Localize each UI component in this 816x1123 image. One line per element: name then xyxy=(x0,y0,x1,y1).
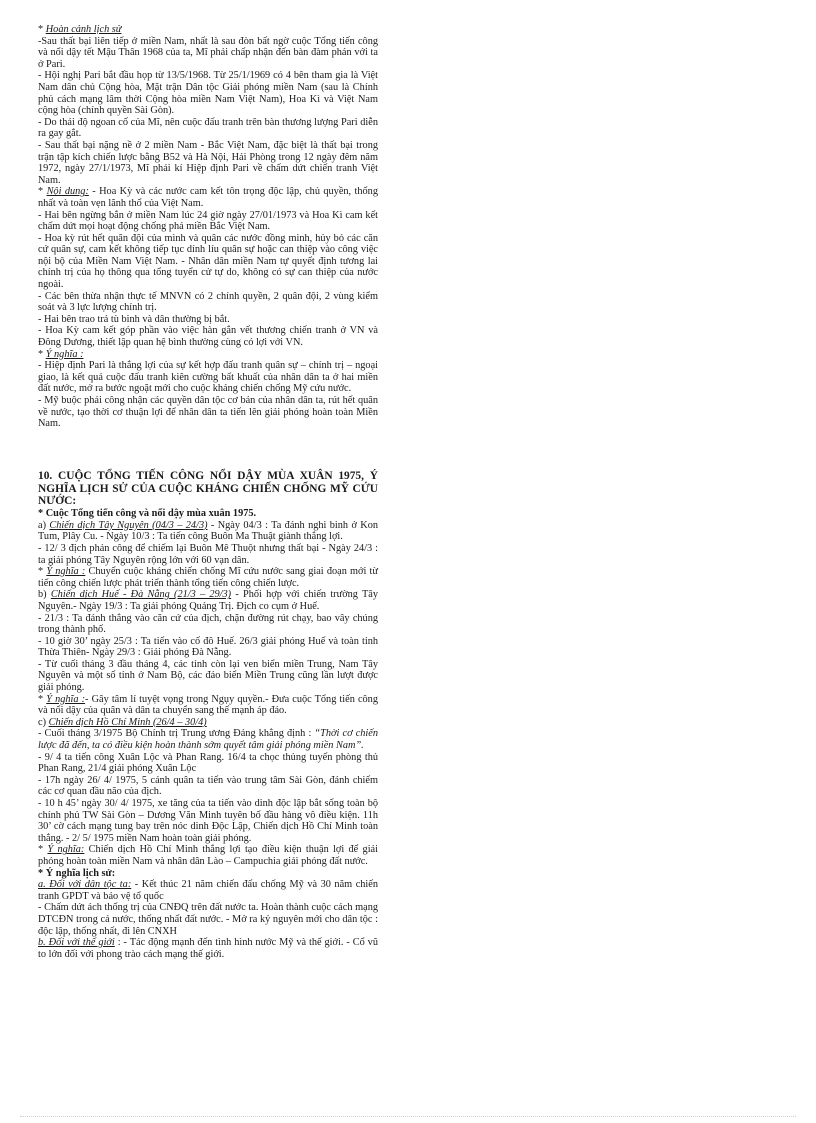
paragraph: - 21/3 : Ta đánh thẳng vào căn cứ của địch, chặn đường rút chạy, bao vây chúng trong thành phố. xyxy=(38,612,378,636)
meaning-the-gioi: b. Đối với thế giới : - Tác động mạnh đến tình hình nước Mỹ và thế giới. - Cổ vũ to lớn đối với phong trào cách mạng thế giới. xyxy=(38,937,378,960)
paragraph: - 12/ 3 địch phản công để chiếm lại Buôn Mê Thuột nhưng thất bại - Ngày 24/3 : ta giải phóng Tây Nguyên rộng lớn với 60 vạn dân. xyxy=(38,542,378,566)
paragraph: - Cuối tháng 3/1975 Bộ Chính trị Trung ương Đảng khẳng định : “Thời cơ chiến lược đã đến, ta có điều kiện hoàn thành sớm quyết tâm giải phóng miền Nam”. xyxy=(38,728,378,752)
section-title: 10. CUỘC TỔNG TIẾN CÔNG NỔI DẬY MÙA XUÂN 1975, Ý NGHĨA LỊCH SỬ CỦA CUỘC KHÁNG CHIẾN CHỐNG MỸ CỨU NƯỚC: xyxy=(38,469,378,508)
campaign-ho-chi-minh: c) Chiến dịch Hồ Chí Minh (26/4 – 30/4) xyxy=(38,716,207,728)
paragraph: - 10 h 45’ ngày 30/ 4/ 1975, xe tăng của ta tiến vào dinh độc lập bắt sống toàn bộ chính phủ TW Sài Gòn – Dương Văn Minh tuyên bố đầu hàng vô điều kiện. 11h 30’ cờ cách mạng tung bay trên nóc dinh Độc Lập, Chiến dịch Hồ Chí Minh toàn thắng. - 2/ 5/ 1975 miền Nam hoàn toàn giải phóng. xyxy=(38,798,378,844)
paragraph: -Sau thất bại liên tiếp ở miền Nam, nhất là sau đòn bất ngờ cuộc Tổng tiến công và nổi dậy tết Mậu Thân 1968 của ta, Mĩ phải chấp nhận đến bàn đàm phán với ta ở Pari. xyxy=(38,35,378,70)
paragraph: - Hai bên ngừng bắn ở miền Nam lúc 24 giờ ngày 27/01/1973 và Hoa Kì cam kết chấm dứt mọi hoạt động chống phá miền Bắc Việt Nam. xyxy=(38,209,378,233)
document-page xyxy=(38,24,378,960)
paragraph: - 17h ngày 26/ 4/ 1975, 5 cánh quân ta tiến vào trung tâm Sài Gòn, đánh chiếm các cơ quan đầu não của địch. xyxy=(38,774,378,798)
paragraph: - Hai bên trao trả tù binh và dân thường bị bắt. xyxy=(38,313,230,325)
heading-y-nghia: * Ý nghĩa : xyxy=(38,348,84,360)
paragraph: - 9/ 4 ta tiến công Xuân Lộc và Phan Rang. 16/4 ta chọc thủng tuyến phòng thủ Phan Rang, 21/4 giải phóng Xuân Lộc xyxy=(38,751,378,775)
paragraph: - 10 giờ 30’ ngày 25/3 : Ta tiến vào cố đô Huế. 26/3 giải phóng Huế và toàn tỉnh Thừa Thiên- Ngày 29/3 : Giải phóng Đà Nẵng. xyxy=(38,635,378,659)
subsection-title: * Ý nghĩa lịch sử: xyxy=(38,867,116,879)
paragraph: - Hoa kỳ rút hết quân đội của mình và quân các nước đồng minh, hủy bỏ các căn cứ quân sự, cam kết không tiếp tục dính líu quân sự hoặc can thiệp vào công việc nội bộ của Miền Nam Việt Nam. - Nhân dân miền Nam tự quyết định tương lai chính trị của họ thông qua tổng tuyển cử tự do, không có sự can thiệp của nước ngoài. xyxy=(38,232,378,291)
paragraph: - Chấm dứt ách thống trị của CNĐQ trên đất nước ta. Hoàn thành cuộc cách mạng DTCĐN trong cả nước, thống nhất đất nước. - Mở ra kỷ nguyên mới cho dân tộc : độc lập, thống nhất, đi lên CNXH xyxy=(38,902,378,937)
paragraph: - Hiệp định Pari là thắng lợi của sự kết hợp đấu tranh quân sự – chính trị – ngoại giao, là kết quả cuộc đấu tranh kiên cường bất khuất của nhân dân ta ở hai miền đất nước, mở ra bước ngoặt mới cho cuộc kháng chiến chống Mỹ cứu nước. xyxy=(38,360,378,395)
subsection-title: * Cuộc Tổng tiến công và nổi dậy mùa xuân 1975. xyxy=(38,508,257,520)
paragraph: - Từ cuối tháng 3 đầu tháng 4, các tỉnh còn lại ven biển miền Trung, Nam Tây Nguyên và một số tỉnh ở Nam Bộ, các đảo biển Miền Trung cũng lần lượt được giải phóng. xyxy=(38,658,378,694)
heading-noi-dung: * Nội dung: - Hoa Kỳ và các nước cam kết tôn trọng độc lập, chủ quyền, thống nhất và toàn vẹn lãnh thổ của Việt Nam. xyxy=(38,186,378,209)
paragraph: - Mỹ buộc phải công nhận các quyền dân tộc cơ bản của nhân dân ta, rút hết quân về nước, tạo thời cơ thuận lợi để nhân dân ta tiến lên giải phóng hoàn toàn Miền Nam. xyxy=(38,395,378,430)
page-bottom-divider xyxy=(20,1116,796,1117)
paragraph: - Hoa Kỳ cam kết góp phần vào việc hàn gắn vết thương chiến tranh ở VN và Đông Dương, thiết lập quan hệ bình thường cùng có lợi với VN. xyxy=(38,325,378,349)
meaning-ho-chi-minh: * Ý nghĩa: Chiến dịch Hồ Chí Minh thắng lợi tạo điều kiện thuận lợi để giải phóng hoàn toàn miền Nam và nhân dân Lào – Campuchia giải phóng đất nước. xyxy=(38,844,378,867)
meaning-tay-nguyen: * Ý nghĩa : Chuyển cuộc kháng chiến chống Mĩ cứu nước sang giai đoạn mới từ tiến công chiến lược phát triển thành tổng tiến công chiến lược. xyxy=(38,566,378,589)
campaign-hue-da-nang: b) Chiến dịch Huế - Đà Nẵng (21/3 – 29/3) - Phối hợp với chiến trường Tây Nguyên.- Ngày 19/3 : Ta giải phóng Quảng Trị. Địch co cụm ở Huế. xyxy=(38,589,378,612)
paragraph: - Do thái độ ngoan cố của Mĩ, nên cuộc đấu tranh trên bàn thương lượng Pari diễn ra gay gắt. xyxy=(38,116,378,140)
meaning-hue-da-nang: * Ý nghĩa :- Gây tâm lí tuyệt vọng trong Ngụy quyền.- Đưa cuộc Tổng tiến công và nổi dậy của quân và dân ta chuyển sang thế mạnh áp đảo. xyxy=(38,693,378,717)
meaning-dan-toc: a. Đối với dân tộc ta: - Kết thúc 21 năm chiến đấu chống Mỹ và 30 năm chiến tranh GPDT và bảo vệ tổ quốc xyxy=(38,879,378,902)
paragraph: - Sau thất bại nặng nề ở 2 miền Nam - Bắc Việt Nam, đặc biệt là thất bại trong trận tập kích chiến lược bằng B52 và Hà Nội, Hải Phòng trong 12 ngày đêm năm 1972, ngày 27/1/1973, Mĩ phải kí Hiệp định Pari về chấm dứt chiến tranh Việt Nam. xyxy=(38,139,378,186)
paragraph: - Các bên thừa nhận thực tế MNVN có 2 chính quyền, 2 quân đội, 2 vùng kiểm soát và 3 lực lượng chính trị. xyxy=(38,290,378,314)
paragraph: - Hội nghị Pari bắt đầu họp từ 13/5/1968. Từ 25/1/1969 có 4 bên tham gia là Việt Nam dân chủ Cộng hòa, Mặt trận Dân tộc Giải phóng miền Nam (sau là Chính phủ cách mạng lâm thời Cộng hòa miền Nam Việt Nam), Hoa Kì và Việt Nam cộng hòa (chính quyền Sài Gòn). xyxy=(38,70,378,117)
campaign-tay-nguyen: a) Chiến dịch Tây Nguyên (04/3 – 24/3) - Ngày 04/3 : Ta đánh nghi binh ở Kon Tum, Plây Cu. - Ngày 10/3 : Ta tiến công Buôn Ma Thuật giành thắng lợi. xyxy=(38,519,379,543)
heading-hoan-canh: * Hoàn cảnh lịch sử xyxy=(38,24,122,35)
